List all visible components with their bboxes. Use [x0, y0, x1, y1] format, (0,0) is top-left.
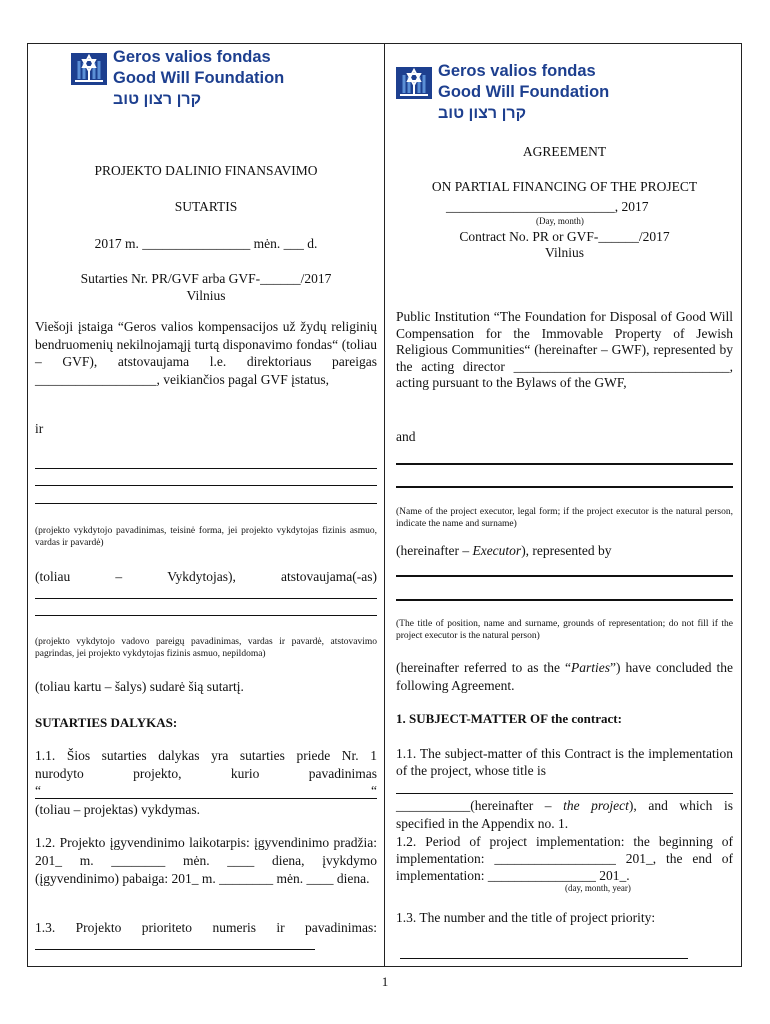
left-repr-a: (toliau: [35, 569, 71, 584]
right-executor-represented: [396, 543, 733, 559]
logo-right: [396, 61, 609, 124]
right-repr-post: ), represented by: [521, 543, 612, 558]
right-parties-post: ”) have concluded the following Agreement.: [396, 660, 733, 693]
right-contract-number: Contract No. PR or GVF-______/2017: [459, 229, 670, 244]
left-date-line: 2017 m. ________________ mėn. ___ d.: [94, 236, 318, 251]
left-p11-line2: nurodyto projekto, kurio pavadinimas: [35, 765, 377, 781]
left-title-line2: SUTARTIS: [174, 199, 238, 214]
left-head-note: (projekto vykdytojo vadovo pareigų pavadinimas, vardas ir pavardė, atstovavimo pagrindas, jei projekto vykdytojas fizinis asmuo, nepildoma): [35, 637, 377, 659]
column-divider: [384, 43, 385, 967]
right-repr-em: Executor: [472, 543, 522, 558]
left-repr-d: atstovaujama(-as): [281, 569, 377, 584]
right-p11: 1.1. The subject-matter of this Contract is the implementation of the project, whose title is: [396, 746, 733, 778]
page-number: 1: [381, 974, 389, 989]
logo-name-lt: Geros valios fondas: [113, 48, 271, 66]
logo-name-en: Good Will Foundation: [438, 83, 610, 101]
left-executor-represented: [35, 569, 377, 585]
right-executor-note: (Name of the project executor, legal form; if the project executor is the natural person, indicate the name and surname): [396, 507, 733, 529]
right-head-line-2: [396, 599, 733, 601]
logo-left: [71, 47, 284, 110]
right-head-line-1: [396, 575, 733, 577]
left-repr-b: –: [115, 569, 123, 584]
right-parties-sentence: [396, 659, 733, 694]
right-parties-pre: (hereinafter referred to as the “: [396, 660, 571, 675]
right-p13: 1.3. The number and the title of project priority:: [396, 910, 656, 925]
right-party1-paragraph: Public Institution “The Foundation for Disposal of Good Will Compensation for the Immovable Property of Jewish Religious Communities“ (hereinafter – GWF), represented by the acting director ________________________________, acting pursuant to the Bylaws of the GWF,: [396, 309, 733, 390]
left-head-line-1: [35, 598, 377, 599]
left-section-title: SUTARTIES DALYKAS:: [35, 715, 178, 730]
logo-name-he: קרן רצון טוב: [438, 105, 527, 122]
left-party1-paragraph: Viešoji įstaiga “Geros valios kompensacijos už žydų religinių bendruomenių nekilnojamąjį turtą disponavimo fondas“ (toliau – GVF), atstovaujama l.e. direktoriaus pareigas __________________, veikiančios pagal GVF įstatus,: [35, 319, 377, 387]
right-head-note: (The title of position, name and surname, grounds of representation; do not fill if the project executor is the natural person): [396, 619, 733, 641]
left-p11: [35, 747, 377, 819]
right-p13-line: [400, 958, 688, 959]
left-executor-line-1: [35, 468, 377, 469]
left-executor-line-2: [35, 485, 377, 486]
left-title-line1: PROJEKTO DALINIO FINANSAVIMO: [94, 163, 318, 178]
right-column-english: [396, 43, 733, 967]
left-parties-sentence: (toliau kartu – šalys) sudarė šią sutartį.: [35, 679, 244, 694]
left-head-line-2: [35, 615, 377, 616]
left-p13: [35, 920, 377, 950]
left-repr-c: Vykdytojas),: [167, 569, 236, 584]
left-contract-number: Sutarties Nr. PR/GVF arba GVF-______/2017: [80, 271, 332, 286]
right-p11-title-line: [396, 793, 733, 794]
right-p11-em: the project: [563, 798, 629, 813]
right-executor-line-2: [396, 486, 733, 488]
right-title-line1: AGREEMENT: [522, 144, 607, 159]
left-p11-line1: 1.1. Šios sutarties dalykas yra sutarties priede Nr. 1: [35, 748, 377, 763]
right-repr-pre: (hereinafter –: [396, 543, 473, 558]
right-title-line2: ON PARTIAL FINANCING OF THE PROJECT: [431, 179, 698, 194]
right-section-title: 1. SUBJECT-MATTER OF the contract:: [396, 711, 622, 726]
left-executor-line-3: [35, 503, 377, 504]
right-p12: 1.2. Period of project implementation: the beginning of implementation: __________________ 201_, the end of implementation: ________________ 201_.: [396, 834, 733, 883]
right-p11-post: ), and which is specified in the Appendix no. 1.: [396, 798, 734, 831]
left-p13-text: 1.3. Projekto prioriteto numeris ir pavadinimas:: [35, 920, 377, 935]
left-and: ir: [35, 421, 44, 436]
left-column-lithuanian: [35, 43, 377, 967]
right-date-note: (Day, month): [536, 216, 584, 226]
left-p11-line4: (toliau – projektas) vykdymas.: [35, 802, 200, 817]
right-city: Vilnius: [545, 245, 584, 260]
left-quote-open: “: [35, 783, 41, 798]
right-executor-line-1: [396, 463, 733, 465]
left-executor-note: (projekto vykdytojo pavadinimas, teisinė forma, jei projekto vykdytojas fizinis asmuo, vardas ir pavardė): [35, 526, 377, 548]
left-p12: 1.2. Projekto įgyvendinimo laikotarpis: įgyvendinimo pradžia: 201_ m. ________ mėn. ____ diena, įvykdymo (įgyvendinimo) pabaiga: 201_ m. ________ mėn. ____ diena.: [35, 835, 377, 886]
logo-name-lt: Geros valios fondas: [438, 62, 596, 80]
left-p13-line: [35, 949, 315, 950]
left-quote-close: “: [371, 783, 377, 798]
left-city: Vilnius: [186, 288, 226, 303]
right-and: and: [396, 429, 416, 444]
star-of-david-menorah-icon: [71, 47, 107, 87]
right-date-line: _________________________, 2017: [446, 199, 649, 214]
star-of-david-menorah-icon: [396, 61, 432, 101]
right-p11-pre: ___________(hereinafter –: [396, 798, 564, 813]
logo-name-he: קרן רצון טוב: [113, 91, 202, 108]
logo-name-en: Good Will Foundation: [113, 69, 285, 87]
right-p12-note: (day, month, year): [565, 883, 631, 893]
right-p11-continued: [396, 797, 733, 832]
left-p11-line3: [35, 782, 377, 799]
right-parties-em: Parties: [570, 660, 610, 675]
